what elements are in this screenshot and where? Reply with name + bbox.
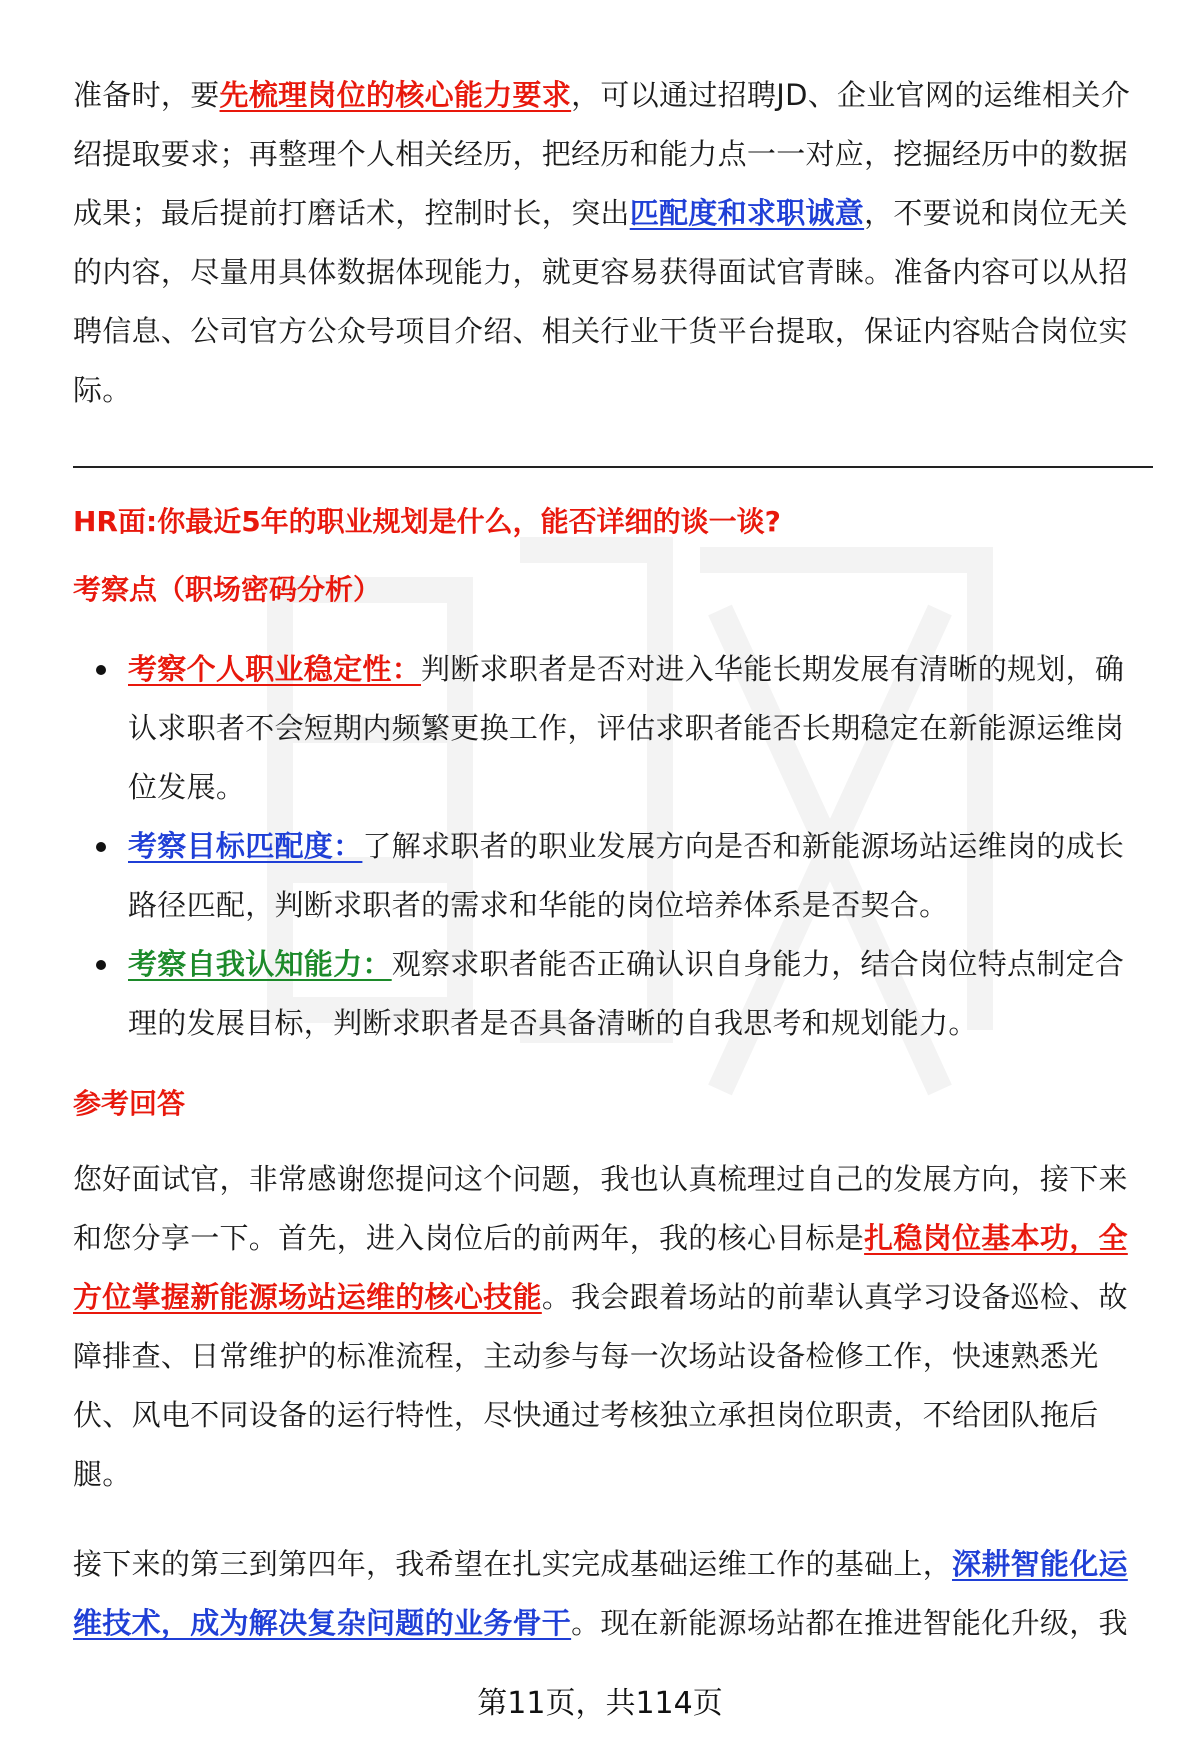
point-label: 考察个人职业稳定性： (128, 652, 422, 686)
point-text: 判断求职者是否对进入华能长期发展有清晰的规划，确认求职者不会短期内频繁更换工作，评估求职者能否长期稳定在新能源运维岗位发展。 (128, 652, 1125, 804)
answer1-highlight: 扎稳岗位基本功，全方位掌握新能源场站运维的核心技能 (73, 1221, 1128, 1314)
point-text: 观察求职者能否正确认识自身能力，结合岗位特点制定合理的发展目标，判断求职者是否具备清晰的自我思考和规划能力。 (128, 947, 1125, 1040)
answer2-highlight: 深耕智能化运维技术，成为解决复杂问题的业务骨干 (73, 1547, 1128, 1640)
answer-paragraph-1 (73, 1150, 1153, 1504)
answer-heading: 参考回答 (73, 1087, 186, 1120)
bullet-icon (96, 665, 106, 675)
bullet-icon (96, 960, 106, 970)
point-label: 考察自我认知能力： (128, 947, 392, 981)
answer2-text-1: 接下来的第三到第四年，我希望在扎实完成基础运维工作的基础上， (73, 1547, 953, 1581)
bullet-icon (96, 842, 106, 852)
question-heading: HR面:你最近5年的职业规划是什么，能否详细的谈一谈? (73, 505, 781, 538)
intro-paragraph (73, 66, 1153, 420)
intro-text-1: 准备时，要 (73, 78, 220, 112)
answer-paragraph (73, 1535, 1153, 1653)
intro-text-2: ，可以通过招聘JD、企业官网的运维相关介绍提取要求；再整理个人相关经历，把经历和能力点一一对应，挖掘经历中的数据成果；最后提前打磨话术，控制时长，突出 (73, 78, 1131, 230)
intro-text-3: ，不要说和岗位无关的内容，尽量用具体数据体现能力，就更容易获得面试官青睐。准备内容可以从招聘信息、公司官方公众号项目介绍、相关行业干货平台提取，保证内容贴合岗位实际。 (73, 196, 1128, 407)
section-divider (73, 466, 1153, 468)
answer1-text-1: 您好面试官，非常感谢您提问这个问题，我也认真梳理过自己的发展方向，接下来和您分享一下。首先，进入岗位后的前两年，我的核心目标是 (73, 1162, 1128, 1255)
answer-paragraph (73, 1150, 1153, 1504)
list-item (73, 935, 1153, 1053)
page-number: 第11页，共114页 (477, 1686, 723, 1721)
exam-points-list (73, 640, 1153, 1053)
answer-paragraph-2 (73, 1535, 1153, 1653)
list-item (73, 817, 1153, 935)
point-label: 考察目标匹配度： (128, 829, 363, 863)
answer2-text-2: 。现在新能源场站都在推进智能化升级，我 (571, 1606, 1128, 1640)
intro-paragraph-block (73, 66, 1153, 420)
list-item (73, 640, 1153, 817)
answer1-text-2: 。我会跟着场站的前辈认真学习设备巡检、故障排查、日常维护的标准流程，主动参与每一次场站设备检修工作，快速熟悉光伏、风电不同设备的运行特性，尽快通过考核独立承担岗位职责，不给团队拖后腿。 (73, 1280, 1128, 1491)
point-text: 了解求职者的职业发展方向是否和新能源场站运维岗的成长路径匹配，判断求职者的需求和华能的岗位培养体系是否契合。 (128, 829, 1125, 922)
exam-points-heading: 考察点（职场密码分析） (73, 573, 382, 606)
intro-highlight-1: 先梳理岗位的核心能力要求 (219, 78, 572, 112)
intro-highlight-2: 匹配度和求职诚意 (629, 196, 865, 230)
